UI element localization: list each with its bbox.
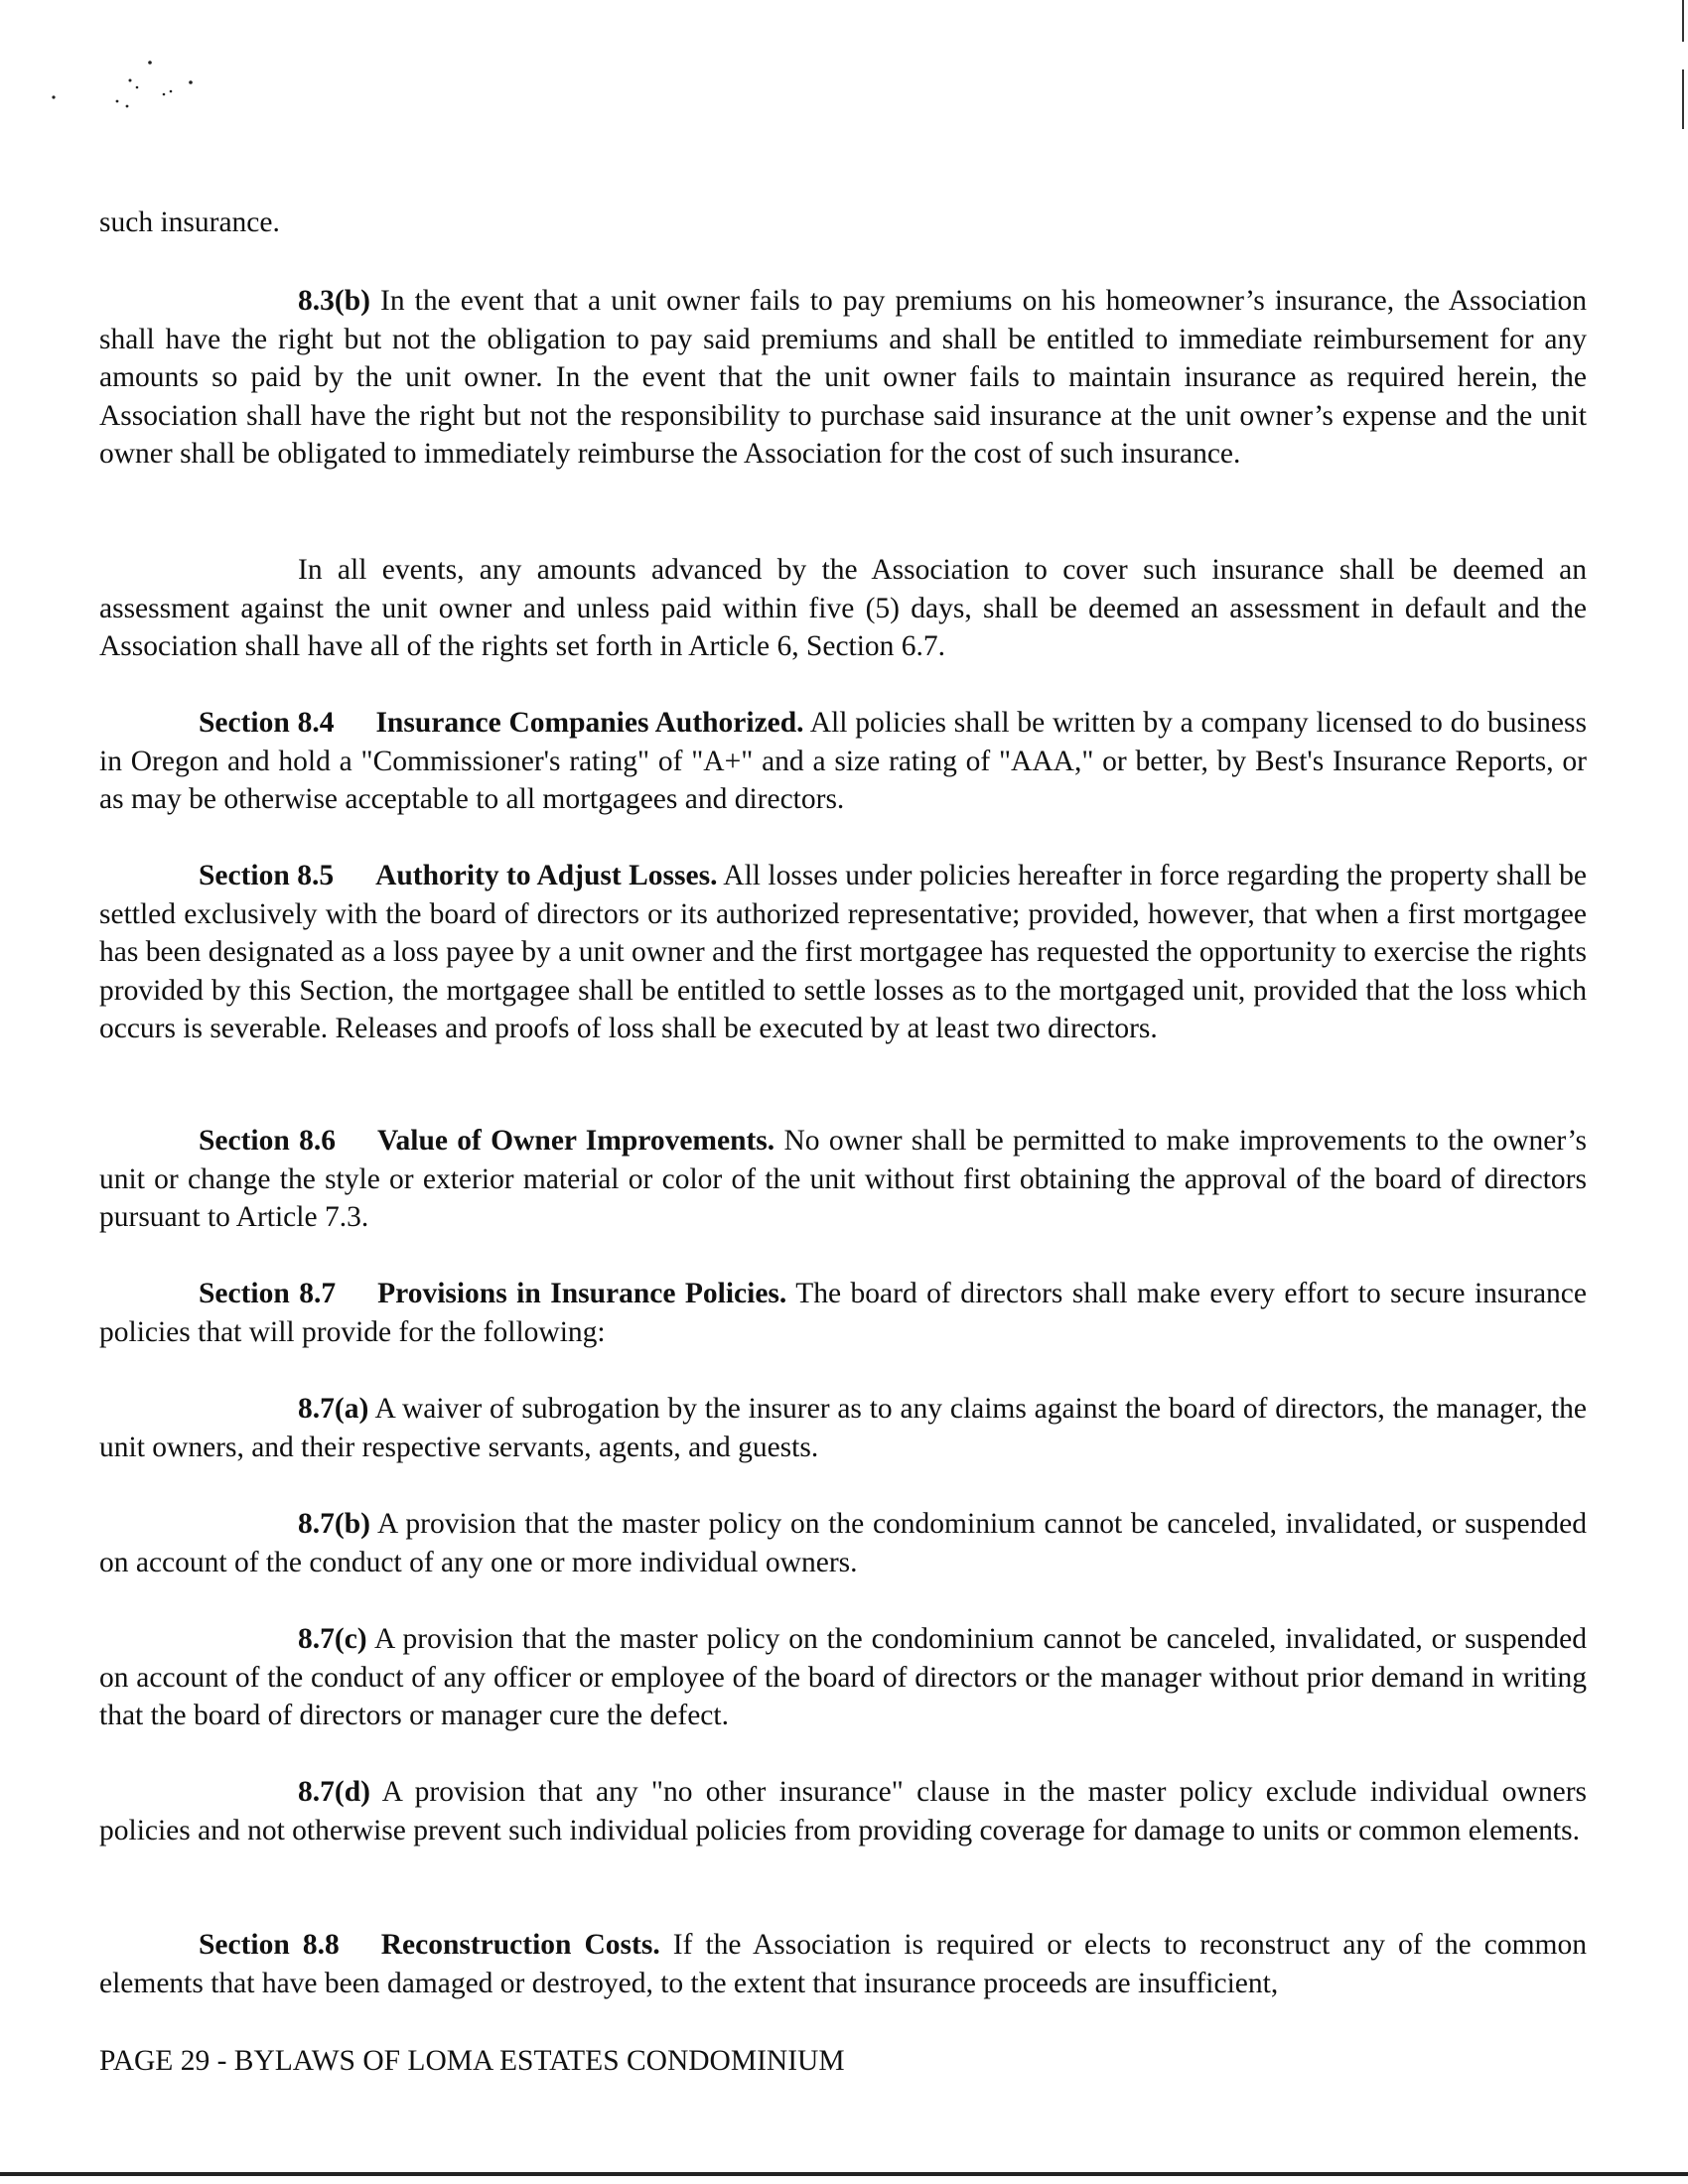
scan-specks: [40, 55, 238, 164]
clause-8-7b: [99, 1505, 1587, 1581]
section-number: Section 8.5: [199, 860, 335, 891]
scan-bottom-border: [0, 2172, 1688, 2176]
scan-edge-line: [1682, 69, 1684, 129]
section-text: All policies shall be written by a company licensed to do business in Oregon and hold a "Commissioner's rating" of "A+" and a size rating of "AAA," or better, by Best's Insurance Reports, or as may be otherwise acceptable to all mortgagees and directors.: [99, 707, 1587, 815]
clause-text: A waiver of subrogation by the insurer as to any claims against the board of directors, the manager, the unit owners, and their respective servants, agents, and guests.: [99, 1393, 1588, 1463]
clause-text: A provision that any "no other insurance" clause in the master policy exclude individual owners policies and not otherwise prevent such individual policies from providing coverage for damage to units or common elements.: [99, 1776, 1588, 1846]
scan-edge-line: [1682, 0, 1684, 42]
section-text: All losses under policies hereafter in force regarding the property shall be settled exclusively with the board of directors or its authorized representative; provided, however, that when a first mortgagee has been designated as a loss payee by a unit owner and the first mortgagee has requested the opportunity to exercise the rights provided by this Section, the mortgagee shall be entitled to settle losses as to the mortgaged unit, provided that the loss which occurs is severable. Releases and proofs of loss shall be executed by at least two directors.: [99, 860, 1587, 1044]
clause-label: 8.7(a): [298, 1393, 369, 1425]
clause-8-7a: [99, 1390, 1587, 1466]
section-text: If the Association is required or elects to reconstruct any of the common elements that have been damaged or destroyed, to the extent that insurance proceeds are insufficient,: [99, 1929, 1587, 1999]
clause-label: 8.7(d): [298, 1776, 370, 1808]
section-title: Value of Owner Improvements.: [376, 1125, 775, 1157]
section-8-7: [99, 1275, 1587, 1351]
page-footer: PAGE 29 - BYLAWS OF LOMA ESTATES CONDOMINIUM: [99, 2045, 845, 2077]
clause-label: 8.7(b): [298, 1508, 370, 1540]
section-title: Provisions in Insurance Policies.: [377, 1278, 787, 1309]
section-8-4: [99, 704, 1587, 819]
paragraph-8-3b: [99, 282, 1587, 474]
clause-text: A provision that the master policy on the condominium cannot be canceled, invalidated, or suspended on account of the conduct of any officer or employee of the board of directors or the manager without prior demand in writing that the board of directors or manager cure the defect.: [99, 1623, 1588, 1731]
clause-text: A provision that the master policy on the condominium cannot be canceled, invalidated, or suspended on account of the conduct of any one or more individual owners.: [99, 1508, 1587, 1578]
section-text: The board of directors shall make every effort to secure insurance policies that will provide for the following:: [99, 1278, 1587, 1348]
section-number: Section 8.6: [199, 1125, 336, 1157]
section-number: Section 8.7: [199, 1278, 337, 1309]
clause-8-7c: [99, 1620, 1587, 1735]
section-title: Authority to Adjust Losses.: [375, 860, 718, 891]
section-8-6: [99, 1122, 1587, 1237]
section-8-8: [99, 1926, 1587, 2002]
clause-8-7d: [99, 1773, 1587, 1849]
section-text: No owner shall be permitted to make improvements to the owner’s unit or change the style or exterior material or color of the unit without first obtaining the approval of the board of directors pursuant to Article 7.3.: [99, 1125, 1587, 1233]
clause-text: In the event that a unit owner fails to pay premiums on his homeowner’s insurance, the Association shall have the right but not the obligation to pay said premiums and shall be entitled to immediate reimbursement for any amounts so paid by the unit owner. In the event that the unit owner fails to maintain insurance as required herein, the Association shall have the right but not the responsibility to purchase said insurance at the unit owner’s expense and the unit owner shall be obligated to immediately reimburse the Association for the cost of such insurance.: [99, 285, 1587, 470]
clause-label: 8.7(c): [298, 1623, 367, 1655]
section-title: Reconstruction Costs.: [380, 1929, 660, 1961]
section-8-5: [99, 857, 1587, 1048]
paragraph: such insurance.: [99, 206, 280, 238]
section-number: Section 8.4: [199, 707, 335, 739]
clause-label: 8.3(b): [298, 285, 370, 317]
section-number: Section 8.8: [199, 1929, 340, 1961]
section-title: Insurance Companies Authorized.: [375, 707, 804, 739]
paragraph: In all events, any amounts advanced by the Association to cover such insurance shall be deemed an assessment against the unit owner and unless paid within five (5) days, shall be deemed an assessment in default and the Association shall have all of the rights set forth in Article 6, Section 6.7.: [99, 554, 1587, 662]
